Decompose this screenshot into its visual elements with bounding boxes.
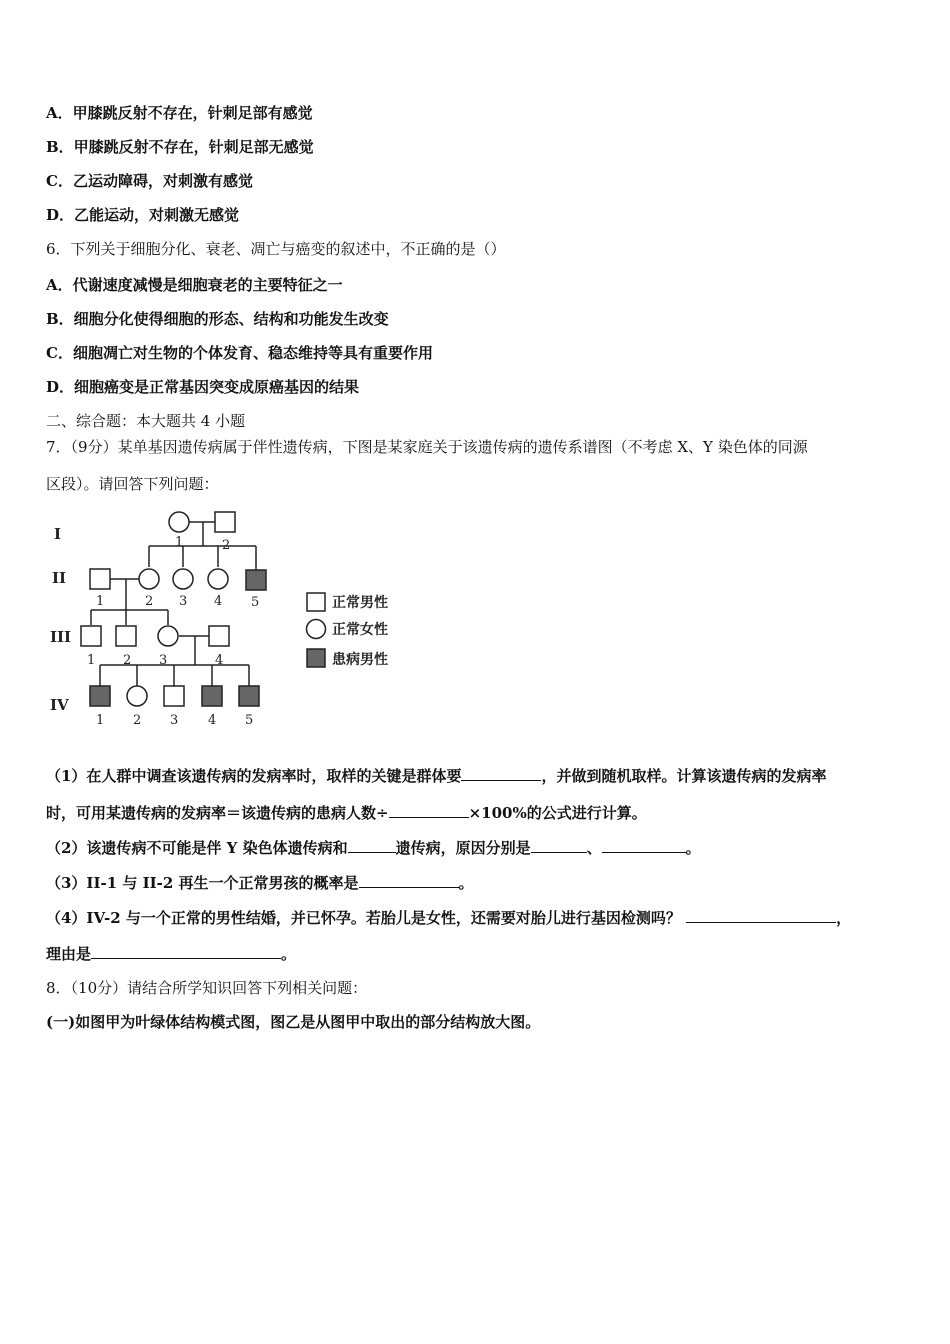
pedigree-IV-5	[239, 686, 259, 706]
pedigree-IV-1	[90, 686, 110, 706]
q7-part2: （2）该遗传病不可能是伴 Y 染色体遗传病和 遗传病，原因分别是 、 。	[46, 839, 701, 857]
individual-number: 5	[251, 595, 260, 610]
generation-label: II	[52, 569, 67, 587]
pedigree-II-5	[246, 570, 266, 590]
individual-number: 3	[179, 594, 188, 609]
legend-normal-female-symbol	[307, 620, 326, 639]
q7-part4-line1: （4）IV-2 与一个正常的男性结婚，并已怀孕。若胎儿是女性，还需要对胎儿进行基因检测吗？ ，	[46, 909, 852, 927]
individual-number: 1	[175, 535, 184, 550]
individual-number: 5	[245, 713, 254, 728]
q6-stem: 6．下列关于细胞分化、衰老、凋亡与癌变的叙述中，不正确的是（）	[46, 240, 506, 258]
pedigree-II-2	[139, 569, 159, 589]
q7-stem-line2: 区段）。请回答下列问题：	[46, 475, 219, 493]
generation-label: I	[54, 525, 62, 543]
pedigree-II-4	[208, 569, 228, 589]
pedigree-IV-2	[127, 686, 147, 706]
pedigree-I-1	[169, 512, 189, 532]
pedigree-IV-4	[202, 686, 222, 706]
individual-number: 4	[208, 713, 217, 728]
q5-option-b: B．甲膝跳反射不存在，针刺足部无感觉	[46, 138, 314, 156]
legend-normal-male-symbol	[307, 593, 325, 611]
q6-option-c: C．细胞凋亡对生物的个体发育、稳态维持等具有重要作用	[46, 344, 433, 362]
section-heading: 二、综合题：本大题共 4 小题	[46, 412, 246, 430]
generation-label: III	[50, 628, 72, 646]
q8-stem: 8．（10分）请结合所学知识回答下列相关问题：	[46, 979, 368, 997]
individual-number: 2	[133, 713, 142, 728]
q6-option-b: B．细胞分化使得细胞的形态、结构和功能发生改变	[46, 310, 389, 328]
q7-part1-line1: （1）在人群中调查该遗传病的发病率时，取样的关键是群体要 ，并做到随机取样。计算该遗传病的发病率	[46, 767, 827, 785]
generation-label: IV	[50, 696, 69, 714]
pedigree-III-2	[116, 626, 136, 646]
pedigree-III-1	[81, 626, 101, 646]
q7-stem-line1: 7．（9分）某单基因遗传病属于伴性遗传病，下图是某家庭关于该遗传病的遗传系谱图（不考虑 X、Y 染色体的同源	[46, 438, 808, 456]
q7-part4-line2: 理由是 。	[46, 945, 297, 963]
individual-number: 3	[159, 653, 168, 668]
individual-number: 1	[96, 594, 105, 609]
individual-number: 4	[214, 594, 223, 609]
q8-part1: (一)如图甲为叶绿体结构模式图，图乙是从图甲中取出的部分结构放大图。	[46, 1013, 541, 1031]
pedigree-III-3	[158, 626, 178, 646]
pedigree-II-1	[90, 569, 110, 589]
individual-number: 1	[96, 713, 105, 728]
pedigree-II-3	[173, 569, 193, 589]
individual-number: 2	[222, 538, 231, 553]
individual-number: 2	[145, 594, 154, 609]
legend-normal-female-label: 正常女性	[332, 622, 388, 638]
individual-number: 4	[215, 653, 224, 668]
individual-number: 1	[87, 653, 96, 668]
q5-option-c: C．乙运动障碍，对刺激有感觉	[46, 172, 253, 190]
q6-option-a: A．代谢速度减慢是细胞衰老的主要特征之一	[46, 276, 343, 294]
pedigree-chart	[40, 505, 410, 730]
pedigree-IV-3	[164, 686, 184, 706]
individual-number: 3	[170, 713, 179, 728]
legend-affected-male-label: 患病男性	[332, 652, 388, 668]
q5-option-d: D．乙能运动，对刺激无感觉	[46, 206, 240, 224]
pedigree-I-2	[215, 512, 235, 532]
q5-option-a: A．甲膝跳反射不存在，针刺足部有感觉	[46, 104, 313, 122]
pedigree-III-4	[209, 626, 229, 646]
legend-affected-male-symbol	[307, 649, 325, 667]
q6-option-d: D．细胞癌变是正常基因突变成原癌基因的结果	[46, 378, 360, 396]
q7-part1-line2: 时，可用某遗传病的发病率＝该遗传病的患病人数÷ ×100%的公式进行计算。	[46, 804, 647, 822]
legend-normal-male-label: 正常男性	[332, 595, 388, 611]
q7-part3: （3）II-1 与 II-2 再生一个正常男孩的概率是 。	[46, 874, 474, 892]
individual-number: 2	[123, 653, 132, 668]
